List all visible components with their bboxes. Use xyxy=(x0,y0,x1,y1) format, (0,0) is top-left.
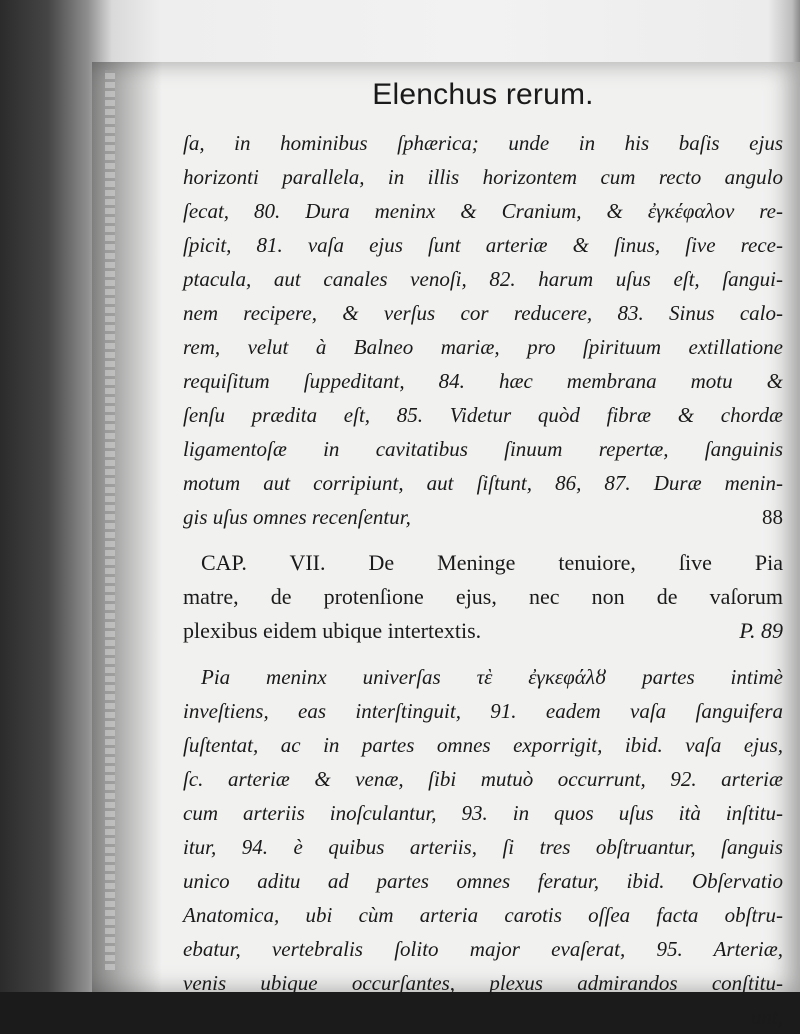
text-line: ſuſtentat, ac in partes omnes exporrigit, ibid. vaſa ejus, xyxy=(183,733,783,757)
paragraph-index-80-88 xyxy=(183,126,783,534)
text-line: inveſtiens, eas interſtinguit, 91. eadem vaſa ſanguifera xyxy=(183,699,783,723)
text-line: ſpicit, 81. vaſa ejus ſunt arteriæ & ſinus, ſive rece- xyxy=(183,233,783,257)
text-line: horizonti parallela, in illis horizontem cum recto angulo xyxy=(183,165,783,189)
text-line: ſc. arteriæ & venæ, ſibi mutuò occurrunt, 92. arteriæ xyxy=(183,767,783,791)
book-spine xyxy=(105,70,115,970)
page-content xyxy=(183,70,783,1034)
text-line: ebatur, vertebralis ſolito major evaſerat, 95. Arteriæ, xyxy=(183,937,783,961)
text-line: gis uſus omnes recenſentur, xyxy=(183,505,411,529)
catchword: unt, xyxy=(750,1005,783,1029)
text-line: cum arteriis inoſculantur, 93. in quos uſus ità inſtitu- xyxy=(183,801,783,825)
text-line: unico aditu ad partes omnes feratur, ibid. Obſervatio xyxy=(183,869,783,893)
text-line: rem, velut à Balneo mariæ, pro ſpirituum extillatione xyxy=(183,335,783,359)
page-reference: P. 89 xyxy=(739,618,783,643)
text-line: ptacula, aut canales venoſi, 82. harum uſus eſt, ſangui- xyxy=(183,267,783,291)
gutter-shadow xyxy=(92,62,162,992)
text-line: ſenſu prædita eſt, 85. Videtur quòd fibræ & chordæ xyxy=(183,403,783,427)
text-line: venis ubique occurſantes, plexus admirandos conſtitu- xyxy=(183,971,783,995)
chapter-title-line-with-page xyxy=(183,614,783,648)
chapter-title-line: matre, de protenſione ejus, nec non de vaſorum xyxy=(183,584,783,609)
page-reference: 88 xyxy=(762,505,783,529)
text-line: Pia meninx univerſas τὲ ἐγκεφάλȣ partes intimè xyxy=(201,665,783,689)
chapter-title-line: CAP. VII. De Meninge tenuiore, ſive Pia xyxy=(201,550,783,575)
text-line: itur, 94. è quibus arteriis, ſi tres obſtruantur, ſanguis xyxy=(183,835,783,859)
chapter-heading xyxy=(183,546,783,648)
text-line: requiſitum ſuppeditant, 84. hæc membrana motu & xyxy=(183,369,783,393)
text-line: ſa, in hominibus ſphærica; unde in his baſis ejus xyxy=(183,131,783,155)
text-line: motum aut corripiunt, aut ſiſtunt, 86, 87. Duræ menin- xyxy=(183,471,783,495)
text-line: ligamentoſæ in cavitatibus ſinuum repertæ, ſanguinis xyxy=(183,437,783,461)
running-head: Elenchus rerum. xyxy=(372,78,594,111)
paragraph-index-91-95 xyxy=(183,660,783,1034)
text-line-with-page xyxy=(183,500,783,534)
chapter-title-line: plexibus eidem ubique intertextis. xyxy=(183,618,482,643)
text-line: Anatomica, ubi cùm arteria carotis oſſea facta obſtru- xyxy=(183,903,783,927)
text-line: nem recipere, & verſus cor reducere, 83. Sinus calo- xyxy=(183,301,783,325)
text-line: ſecat, 80. Dura meninx & Cranium, & ἐγκέφαλον re- xyxy=(183,199,783,223)
